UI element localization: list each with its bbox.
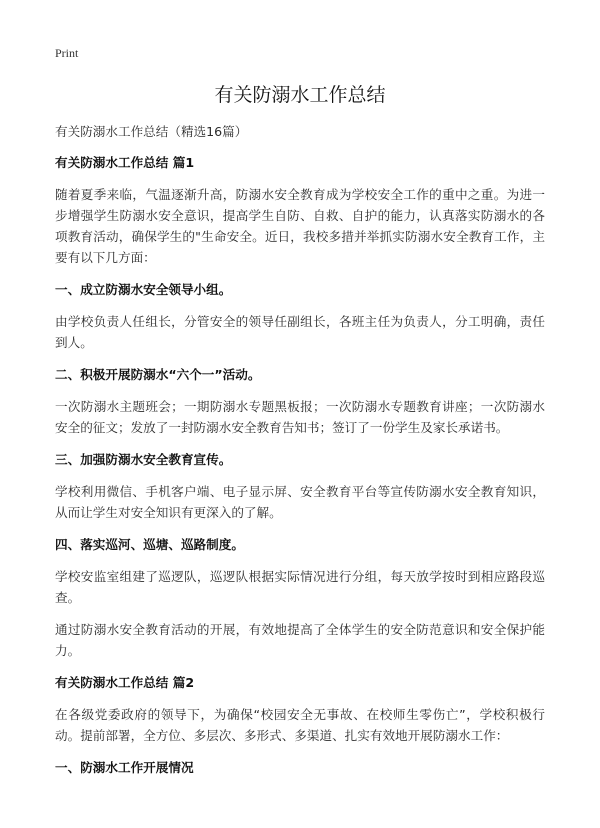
paragraph: 学校利用微信、手机客户端、电子显示屏、安全教育平台等宣传防溺水安全教育知识，从而让学生对安全知识有更深入的了解。 <box>55 484 545 520</box>
section-heading: 四、落实巡河、巡塘、巡路制度。 <box>55 537 244 552</box>
section-heading: 有关防溺水工作总结 篇2 <box>55 675 195 690</box>
section-heading: 一、防溺水工作开展情况 <box>55 760 194 775</box>
document-title: 有关防溺水工作总结 <box>214 84 386 106</box>
paragraph: 由学校负责人任组长，分管安全的领导任副组长，各班主任为负责人，分工明确，责任到人。 <box>55 314 545 350</box>
section-heading: 一、成立防溺水安全领导小组。 <box>55 282 232 297</box>
paragraph: 随着夏季来临，气温逐渐升高，防溺水安全教育成为学校安全工作的重中之重。为进一步增强学生防溺水安全意识，提高学生自防、自救、自护的能力，认真落实防溺水的各项教育活动，确保学生的"生命安全。近日，我校多措并举抓实防溺水安全教育工作，主要有以下几方面： <box>55 187 545 265</box>
section-heading: 三、加强防溺水安全教育宣传。 <box>55 452 232 467</box>
section-heading: 有关防溺水工作总结 篇1 <box>55 155 195 170</box>
paragraph: 通过防溺水安全教育活动的开展，有效地提高了全体学生的安全防范意识和安全保护能力。 <box>55 622 545 658</box>
paragraph: 学校安监室组建了巡逻队，巡逻队根据实际情况进行分组，每天放学按时到相应路段巡查。 <box>55 569 545 605</box>
section-heading: 二、积极开展防溺水“六个一”活动。 <box>55 367 261 382</box>
paragraph: 在各级党委政府的领导下，为确保“校园安全无事故、在校师生零伤亡”，学校积极行动。提前部署，全方位、多层次、多形式、多渠道、扎实有效地开展防溺水工作： <box>55 707 545 743</box>
document-subtitle: 有关防溺水工作总结（精选16篇） <box>55 124 248 139</box>
print-label[interactable]: Print <box>55 46 79 60</box>
document-body <box>55 121 545 789</box>
paragraph: 一次防溺水主题班会；一期防溺水专题黑板报；一次防溺水专题教育讲座；一次防溺水安全的征文；发放了一封防溺水安全教育告知书；签订了一份学生及家长承诺书。 <box>55 399 545 435</box>
